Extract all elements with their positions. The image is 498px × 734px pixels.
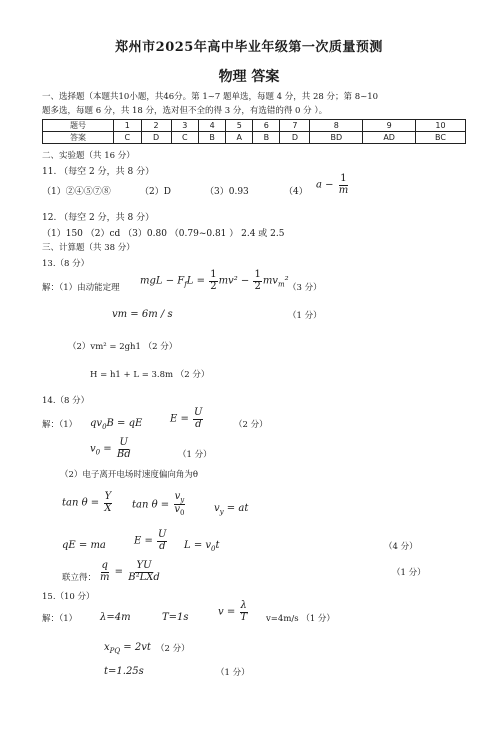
q14-length: $L = v_0t$: [184, 540, 220, 553]
q11-answer-2: （2）D: [140, 187, 171, 197]
q14-combined-label: 联立得：: [62, 573, 97, 583]
table-cell-number: 7: [280, 120, 310, 132]
table-cell-answer: C: [171, 132, 199, 144]
answer-table-answer-row: [43, 132, 466, 144]
q15-wave-speed-formula: v = $\frac{\lambda}{T}$: [218, 600, 248, 623]
q14-step2-label: （2）电子离开电场时速度偏向角为θ: [60, 470, 199, 480]
q15-step1-label: 解：（1）: [42, 614, 78, 624]
document-subtitle: 物理 答案: [218, 69, 280, 85]
table-cell-answer: B: [199, 132, 226, 144]
table-cell-number: 5: [226, 120, 253, 132]
q13-step1-score: （3 分）: [288, 283, 322, 293]
q14-tan-geometry: tan θ = $\frac{Y}{X}$: [62, 491, 112, 514]
q11-answer-3: （3）0.93: [205, 187, 249, 197]
exp-heading: 二、实验题（共 16 分）: [42, 151, 135, 161]
answer-table: [42, 119, 466, 144]
table-cell-number: 8: [310, 120, 363, 132]
q15-time: t=1.25s: [104, 666, 144, 677]
table-cell-answer: A: [226, 132, 253, 144]
table-label-number: 题号: [43, 120, 114, 132]
q15-distance: $x_{PQ} = 2vt$: [104, 642, 151, 655]
q14-force-balance: $qv_0B$ = qE: [90, 418, 143, 431]
q11-answer-1: （1）②④⑤⑦⑧: [42, 187, 111, 197]
table-cell-number: 2: [141, 120, 171, 132]
table-cell-number: 10: [416, 120, 466, 132]
q13-velocity: vm = 6m / s: [112, 309, 173, 320]
table-cell-number: 1: [114, 120, 142, 132]
q13-velocity-score: （1 分）: [288, 311, 322, 321]
q14-step2-score: （4 分）: [384, 542, 418, 552]
q11-answer-4-label: （4）: [284, 187, 308, 197]
table-cell-answer: D: [280, 132, 310, 144]
q12-heading: 12. （每空 2 分，共 8 分）: [42, 213, 155, 223]
q15-period: T=1s: [162, 612, 189, 623]
table-cell-number: 6: [253, 120, 280, 132]
q14-velocity: $v_0$ = $\frac{U}{Bd}$: [90, 437, 131, 460]
q14-charge-mass-ratio: $\frac{q}{m}$ = $\frac{YU}{\text{B²LXd}}$: [100, 560, 160, 583]
q13-heading: 13.（8 分）: [42, 259, 90, 269]
table-cell-number: 9: [363, 120, 416, 132]
table-cell-answer: AD: [363, 132, 416, 144]
q13-step2: （2）vm² = 2gh1 （2 分）: [68, 342, 178, 352]
q15-heading: 15.（10 分）: [42, 592, 95, 602]
q15-distance-score: （2 分）: [156, 644, 190, 654]
table-cell-answer: BD: [310, 132, 363, 144]
q14-vy: $v_y$ = at: [214, 503, 249, 516]
table-cell-answer: B: [253, 132, 280, 144]
table-label-answer: 答案: [43, 132, 114, 144]
q14-field-strength: E = $\frac{U}{d}$: [170, 407, 203, 430]
q13-height: H = h1 + L = 3.8m （2 分）: [90, 370, 210, 380]
table-cell-answer: D: [141, 132, 171, 144]
q15-time-score: （1 分）: [216, 668, 250, 678]
q11-heading: 11. （每空 2 分，共 8 分）: [42, 167, 155, 177]
calc-heading: 三、计算题（共 38 分）: [42, 243, 135, 253]
q14-step1-label: 解：（1）: [42, 420, 78, 430]
q11-answer-4-formula: a − $\frac{1}{m}$: [316, 173, 349, 196]
q14-field-strength-2: E = $\frac{U}{d}$: [134, 529, 167, 552]
q14-step1-score: （2 分）: [234, 420, 268, 430]
q15-wavelength: λ=4m: [100, 612, 131, 623]
q13-energy-equation: mgL − $F_fL$ = $\frac{1}{2}$ mv² − $\frac{1}{2}$ $mv_m^2$: [140, 269, 289, 292]
q12-answers: （1）150 （2）cd （3）0.80 （0.79~0.81 ） 2.4 或 2.5: [42, 229, 285, 239]
q13-step1-label: 解：（1）由动能定理: [42, 283, 120, 293]
mc-heading: 一、选择题（本题共10小题，共46分。第 1~7 题单选，每题 4 分，共 28 分；第 8~10: [42, 92, 379, 102]
document-title: 郑州市2025年高中毕业年级第一次质量预测: [115, 40, 383, 55]
table-cell-number: 4: [199, 120, 226, 132]
table-cell-answer: BC: [416, 132, 466, 144]
answer-table-number-row: [43, 120, 466, 132]
q14-combined-score: （1 分）: [392, 568, 426, 578]
table-cell-answer: C: [114, 132, 142, 144]
q14-heading: 14.（8 分）: [42, 396, 90, 406]
table-cell-number: 3: [171, 120, 199, 132]
mc-heading-2: 题多选，每题 6 分，共 18 分，选对但不全的得 3 分，有选错的得 0 分 ）。: [42, 106, 328, 116]
q14-newton: qE = ma: [62, 540, 106, 551]
q14-velocity-score: （1 分）: [178, 450, 212, 460]
q15-wave-speed: v=4m/s （1 分）: [266, 614, 335, 624]
q14-tan-velocity: tan θ = $\frac{v_y}{v_0}$: [132, 491, 185, 518]
